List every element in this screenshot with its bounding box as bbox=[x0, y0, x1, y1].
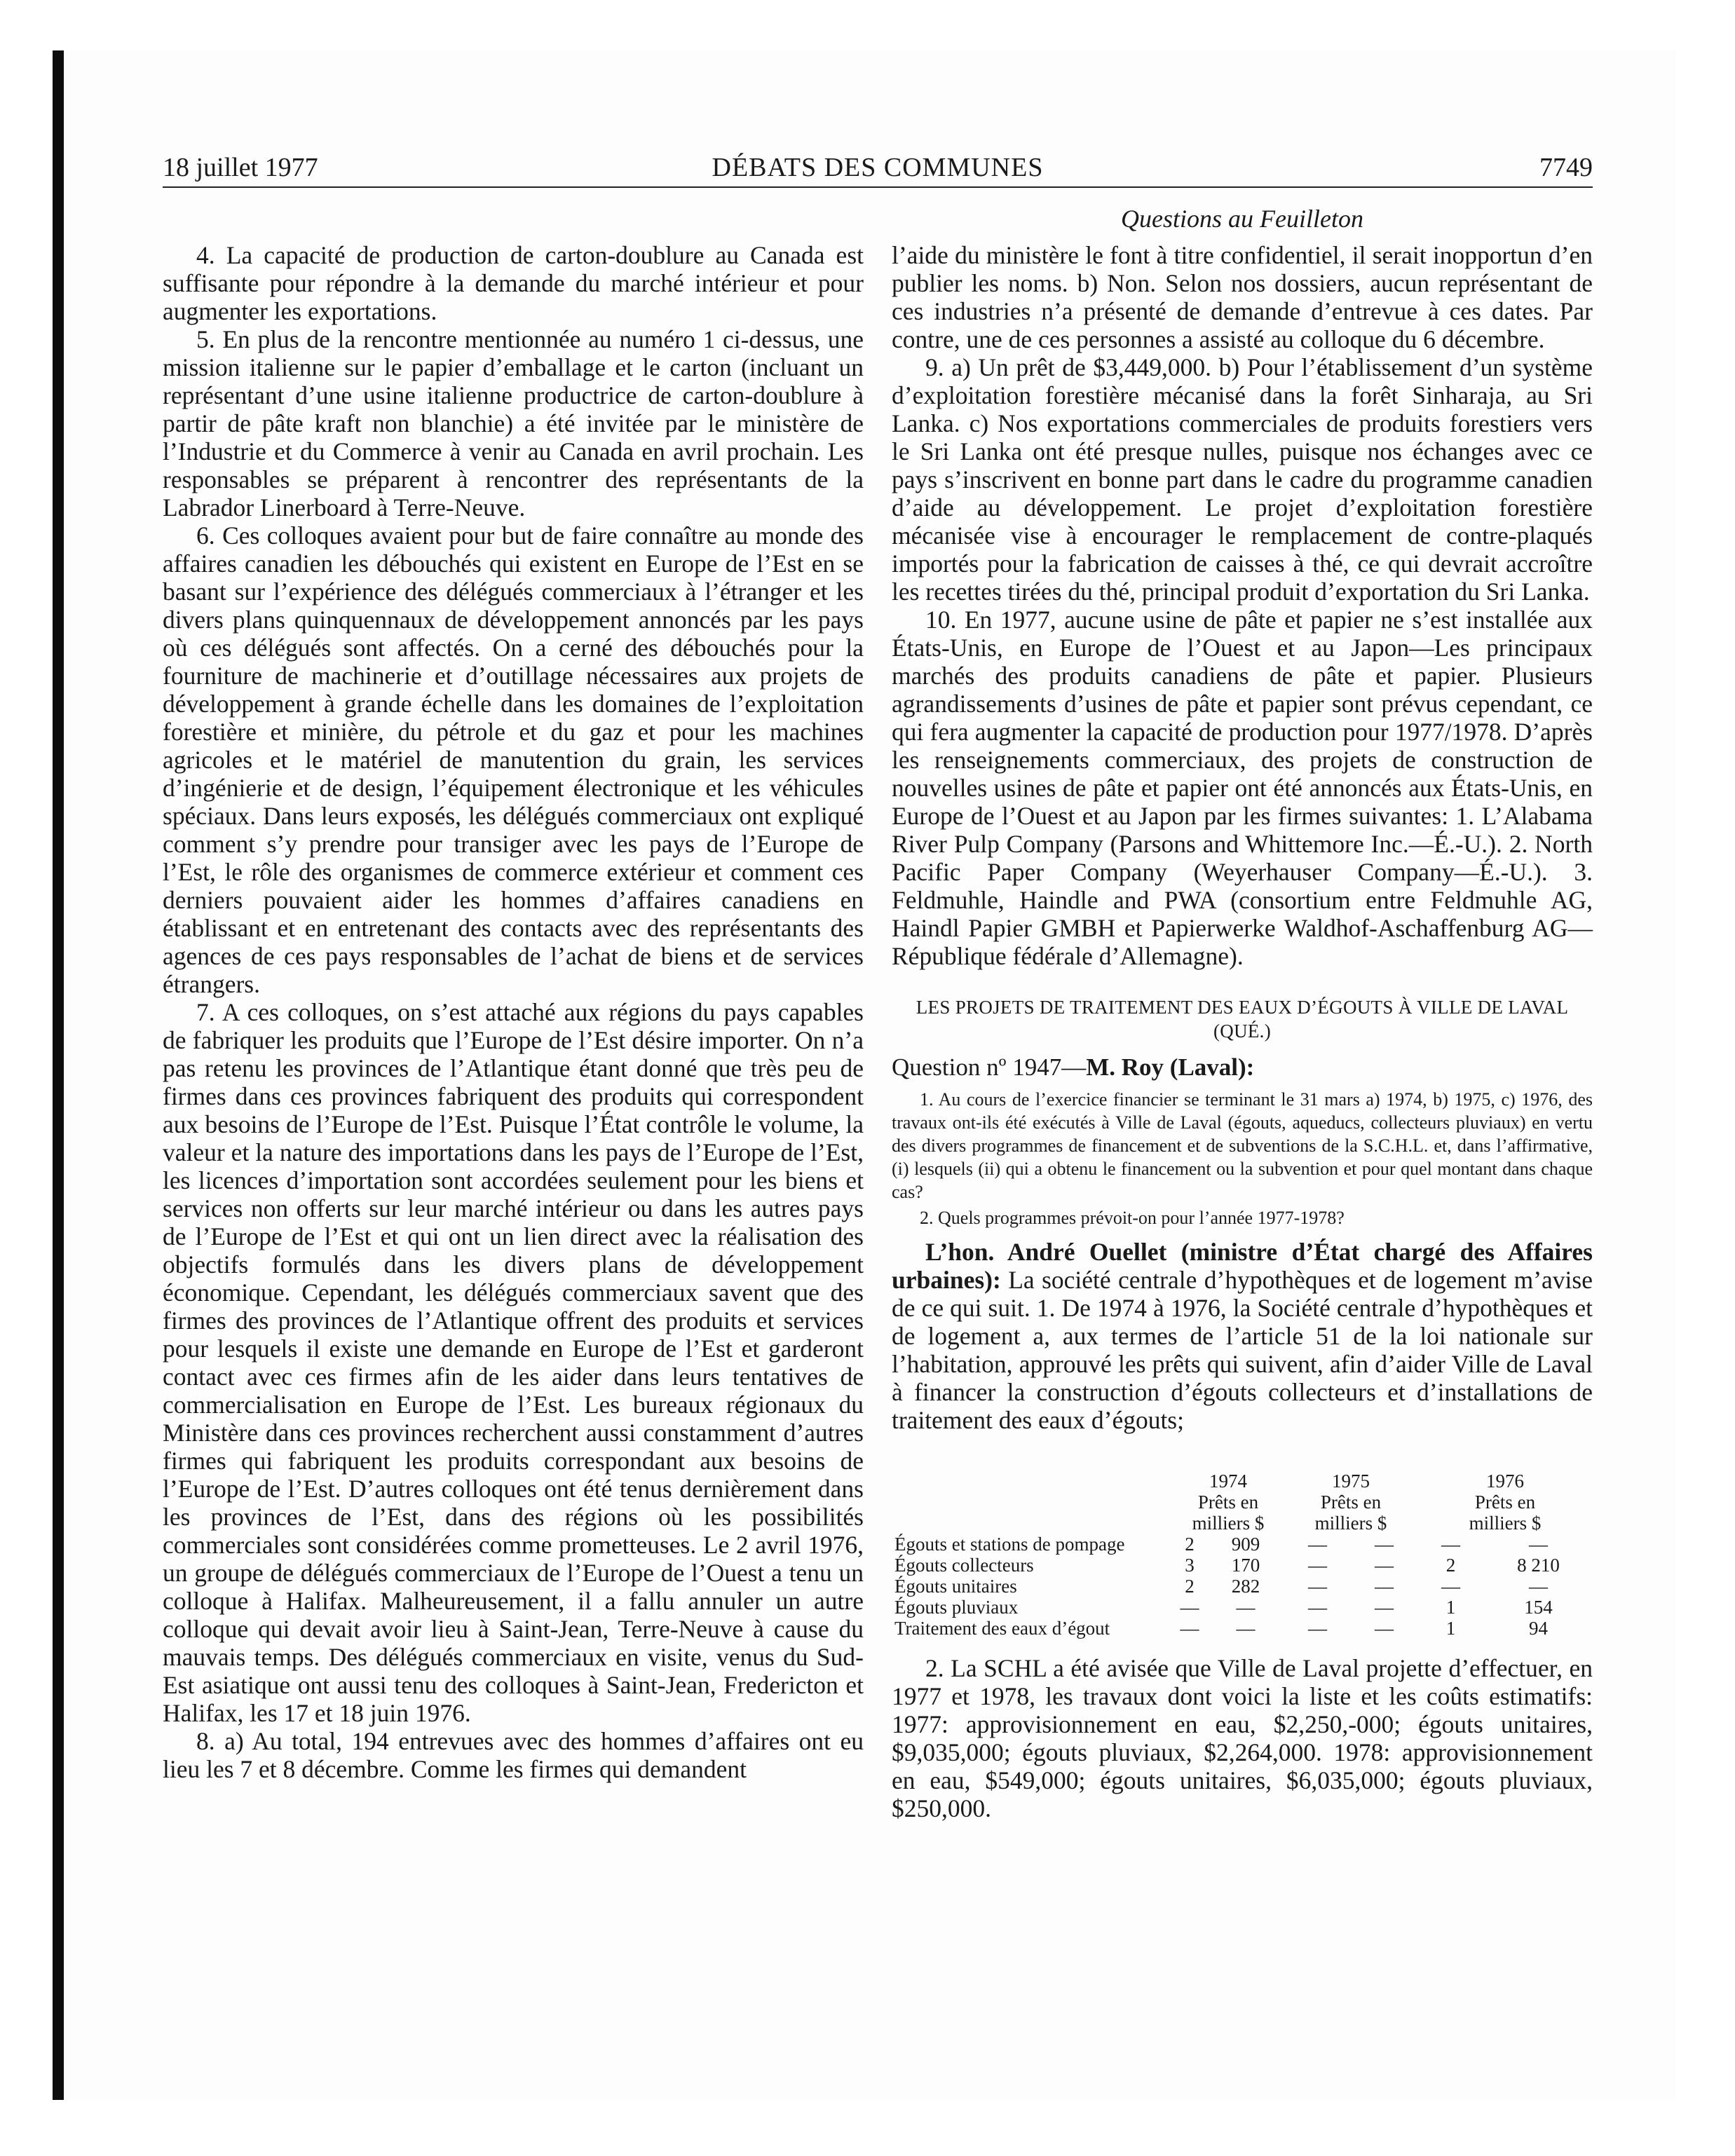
header-rule bbox=[163, 186, 1593, 188]
cell: — bbox=[1375, 1576, 1394, 1597]
cell: 2 bbox=[1185, 1534, 1195, 1555]
question-heading bbox=[892, 1053, 1593, 1082]
row-label: Égouts pluviaux bbox=[894, 1597, 1019, 1618]
cell: 1 bbox=[1445, 1618, 1456, 1639]
answer-paragraph bbox=[892, 1238, 1593, 1434]
table-subheader: milliers $ bbox=[1469, 1513, 1542, 1534]
cell: — bbox=[1375, 1597, 1394, 1618]
right-column bbox=[892, 241, 1593, 1822]
question-number: Question nº 1947— bbox=[892, 1053, 1087, 1081]
paragraph: 5. En plus de la rencontre mentionnée au numéro 1 ci-dessus, une mission italienne sur le papier d’emballage et le carton (incluant un représentant d’une usine italienne productrice de carton-doublure à partir de pâte kraft non blanchie) a été invitée par le ministère de l’Industrie et du Commerce à venir au Canada en avril prochain. Les responsables se préparent à rencontrer des représentants de la Labrador Linerboard à Terre-Neuve. bbox=[163, 325, 864, 521]
loans-table bbox=[892, 1471, 1593, 1639]
table-year-header: 1974 bbox=[1209, 1471, 1247, 1492]
row-label: Égouts unitaires bbox=[894, 1576, 1017, 1597]
header-journal-title: DÉBATS DES COMMUNES bbox=[712, 153, 1044, 182]
table-year-header: 1975 bbox=[1332, 1471, 1370, 1492]
cell: 282 bbox=[1231, 1576, 1260, 1597]
paragraph: 7. A ces colloques, on s’est attaché aux régions du pays capables de fabriquer les produits que l’Europe de l’Est désire importer. On n’a pas retenu les provinces de l’Atlantique étant donné que très peu de firmes dans ces provinces fabriquent des produits qui correspondent aux besoins de l’Europe de l’Est. Puisque l’État contrôle le volume, la valeur et la nature des importations dans les pays de l’Europe de l’Est, les licences d’importation sont accordées seulement pour les biens et services non offerts sur leur marché intérieur ou dans les autres pays de l’Europe de l’Est et qui ont un lien direct avec la réalisation des objectifs formulés dans les divers plans de développement économique. Cependant, les délégués commerciaux savent que des firmes des provinces de l’Atlantique offrent des produits et services pour lesquels il existe une demande en Europe de l’Est et garderont contact avec ces firmes afin de les aider dans leurs tentatives de commercialisation en Europe de l’Est. Les bureaux régionaux du Ministère dans ces provinces recherchent aussi constamment d’autres firmes qui fabriquent les produits correspondant aux besoins de l’Europe de l’Est. D’autres colloques ont été tenus dernièrement dans les provinces de l’Est, dans des régions où les possibilités commerciales sont considérées comme prometteuses. Le 2 avril 1976, un groupe de délégués commerciaux de l’Europe de l’Ouest a tenu un colloque à Halifax. Malheureusement, il a fallu annuler un autre colloque qui devait avoir lieu à Saint-Jean, Terre-Neuve à cause du mauvais temps. Des délégués commerciaux en visite, venus du Sud-Est asiatique ont aussi tenu des colloques à Saint-Jean, Fredericton et Halifax, les 17 et 18 juin 1976. bbox=[163, 998, 864, 1727]
cell: — bbox=[1375, 1534, 1394, 1555]
section-title: LES PROJETS DE TRAITEMENT DES EAUX D’ÉGOUTS À VILLE DE LAVAL (QUÉ.) bbox=[916, 997, 1569, 1042]
answer-text: La société centrale d’hypothèques et de logement m’avise de ce qui suit. 1. De 1974 à 1976, la Société centrale d’hypothèques et de logement a, aux termes de l’article 51 de la loi nationale sur l’habitation, approuvé les prêts qui suivent, afin d’aider Ville de Laval à financer la construction d’égouts collecteurs et d’installations de traitement des eaux d’égouts; bbox=[892, 1266, 1593, 1434]
row-label: Égouts collecteurs bbox=[894, 1555, 1034, 1576]
cell: — bbox=[1529, 1534, 1548, 1555]
row-label: Égouts et stations de pompage bbox=[894, 1534, 1125, 1555]
table-year-header: 1976 bbox=[1486, 1471, 1524, 1492]
cell: — bbox=[1441, 1576, 1460, 1597]
table-subheader: milliers $ bbox=[1192, 1513, 1265, 1534]
paragraph: 4. La capacité de production de carton-doublure au Canada est suffisante pour répondre à la demande du marché intérieur et pour augmenter les exportations. bbox=[163, 241, 864, 325]
cell: — bbox=[1236, 1618, 1256, 1639]
table-subheader: Prêts en bbox=[1474, 1492, 1536, 1513]
table-row bbox=[892, 1576, 1593, 1597]
cell: — bbox=[1308, 1555, 1327, 1576]
cell: — bbox=[1441, 1534, 1460, 1555]
cell: — bbox=[1529, 1576, 1548, 1597]
cell: — bbox=[1308, 1597, 1327, 1618]
cell: 170 bbox=[1231, 1555, 1260, 1576]
table-subheader: milliers $ bbox=[1314, 1513, 1387, 1534]
scan-edge-bar bbox=[53, 50, 64, 2100]
paragraph: 6. Ces colloques avaient pour but de faire connaître au monde des affaires canadien les débouchés qui existent en Europe de l’Est en se basant sur l’expérience des délégués commerciaux à l’étranger et les divers plans quinquennaux de développement annoncés par les pays où ces délégués sont affectés. On a cerné des débouchés pour la fourniture de machinerie et d’outillage nécessaires aux projets de développement à grande échelle dans les domaines de l’exploitation forestière et minière, du pétrole et du gaz et pour les machines agricoles et le matériel de manutention du grain, les services d’ingénierie et de design, l’équipement électronique et les véhicules spéciaux. Dans leurs exposés, les délégués commerciaux ont expliqué comment s’y prendre pour transiger avec les pays de l’Europe de l’Est, le rôle des organismes de commerce extérieur et comment ces derniers pouvaient aider les hommes d’affaires canadiens en établissant et en entretenant des contacts avec des représentants des agences de ces pays responsables de l’achat de biens et de services étrangers. bbox=[163, 521, 864, 998]
paragraph: 8. a) Au total, 194 entrevues avec des hommes d’affaires ont eu lieu les 7 et 8 décembre. Comme les firmes qui demandent bbox=[163, 1727, 864, 1783]
paragraph: l’aide du ministère le font à titre confidentiel, il serait inopportun d’en publier les noms. b) Non. Selon nos dossiers, aucun représentant de ces industries n’a présenté de demande d’entrevue à ces dates. Par contre, une de ces personnes a assisté au colloque du 6 décembre. bbox=[892, 241, 1593, 353]
left-column bbox=[163, 241, 864, 1783]
cell: — bbox=[1180, 1618, 1199, 1639]
table-row bbox=[892, 1618, 1593, 1639]
table-subheader-row bbox=[892, 1492, 1593, 1513]
cell: 154 bbox=[1524, 1597, 1553, 1618]
table-row bbox=[892, 1534, 1593, 1555]
question-member: M. Roy (Laval): bbox=[1086, 1053, 1255, 1081]
header-page-number: 7749 bbox=[1539, 153, 1593, 182]
paragraph: 9. a) Un prêt de $3,449,000. b) Pour l’établissement d’un système d’exploitation forestière mécanisé dans la forêt Sinharaja, au Sri Lanka. c) Nos exportations commerciales de produits forestiers vers le Sri Lanka ont été presque nulles, puisque nos échanges avec ce pays s’inscrivent en bonne part dans le cadre du programme canadien d’aide au développement. Le projet d’exploitation forestière mécanisée vise à encourager le remplacement de contre-plaqués importés pour la fabrication de caisses à thé, ce qui devrait accroître les recettes tirées du thé, principal produit d’exportation du Sri Lanka. bbox=[892, 353, 1593, 606]
running-header bbox=[163, 147, 1593, 188]
table-year-row bbox=[892, 1471, 1593, 1492]
table-subheader: Prêts en bbox=[1197, 1492, 1259, 1513]
cell: 8 210 bbox=[1517, 1555, 1560, 1576]
cell: 909 bbox=[1231, 1534, 1260, 1555]
cell: 2 bbox=[1445, 1555, 1456, 1576]
header-date: 18 juillet 1977 bbox=[163, 153, 318, 182]
cell: — bbox=[1180, 1597, 1199, 1618]
table-subheader-row bbox=[892, 1513, 1593, 1534]
table-subheader: Prêts en bbox=[1320, 1492, 1382, 1513]
paragraph: 2. La SCHL a été avisée que Ville de Laval projette d’effectuer, en 1977 et 1978, les travaux dont voici la liste et les coûts estimatifs: 1977: approvisionnement en eau, $2,250,-000; égouts unitaires, $9,035,000; égouts pluviaux, $2,264,000. 1978: approvisionnement en eau, $549,000; égouts unitaires, $6,035,000; égouts pluviaux, $250,000. bbox=[892, 1654, 1593, 1822]
cell: — bbox=[1308, 1618, 1327, 1639]
question-item: 1. Au cours de l’exercice financier se terminant le 31 mars a) 1974, b) 1975, c) 1976, des travaux ont-ils été exécutés à Ville de Laval (égouts, aqueducs, collecteurs pluviaux) en vertu des divers programmes de financement et de subventions de la S.C.H.L. et, dans l’affirmative, (i) lesquels (ii) qui a obtenu le financement ou la subvention et pour quel montant dans chaque cas? bbox=[892, 1089, 1593, 1202]
table-row bbox=[892, 1597, 1593, 1618]
cell: — bbox=[1308, 1576, 1327, 1597]
cell: 94 bbox=[1529, 1618, 1548, 1639]
cell: 1 bbox=[1445, 1597, 1456, 1618]
answer-speaker: L’hon. André Ouellet (ministre d’État chargé des Affaires urbaines): bbox=[892, 1238, 1593, 1294]
row-label: Traitement des eaux d’égout bbox=[894, 1618, 1110, 1639]
cell: 3 bbox=[1185, 1555, 1195, 1576]
cell: — bbox=[1375, 1555, 1394, 1576]
section-subhead: Questions au Feuilleton bbox=[1121, 205, 1363, 233]
cell: — bbox=[1236, 1597, 1256, 1618]
question-item: 2. Quels programmes prévoit-on pour l’année 1977-1978? bbox=[920, 1208, 1345, 1228]
cell: — bbox=[1375, 1618, 1394, 1639]
cell: — bbox=[1308, 1534, 1327, 1555]
cell: 2 bbox=[1185, 1576, 1195, 1597]
paragraph: 10. En 1977, aucune usine de pâte et papier ne s’est installée aux États-Unis, en Europe de l’Ouest et au Japon—Les principaux marchés des produits canadiens de pâte et papier. Plusieurs agrandissements d’usines de pâte et papier sont prévus cependant, ce qui fera augmenter la capacité de production pour 1977/1978. D’après les renseignements commerciaux, des projets de construction de nouvelles usines de pâte et papier ont été annoncés aux États-Unis, en Europe de l’Ouest et au Japon par les firmes suivantes: 1. L’Alabama River Pulp Company (Parsons and Whittemore Inc.—É.-U.). 2. North Pacific Paper Company (Weyerhauser Company—É.-U.). 3. Feldmuhle, Haindle and PWA (consortium entre Feldmuhle AG, Haindl Papier GMBH et Papierwerke Waldhof-Aschaffenburg AG—République fédérale d’Allemagne). bbox=[892, 606, 1593, 970]
table-row bbox=[892, 1555, 1593, 1576]
